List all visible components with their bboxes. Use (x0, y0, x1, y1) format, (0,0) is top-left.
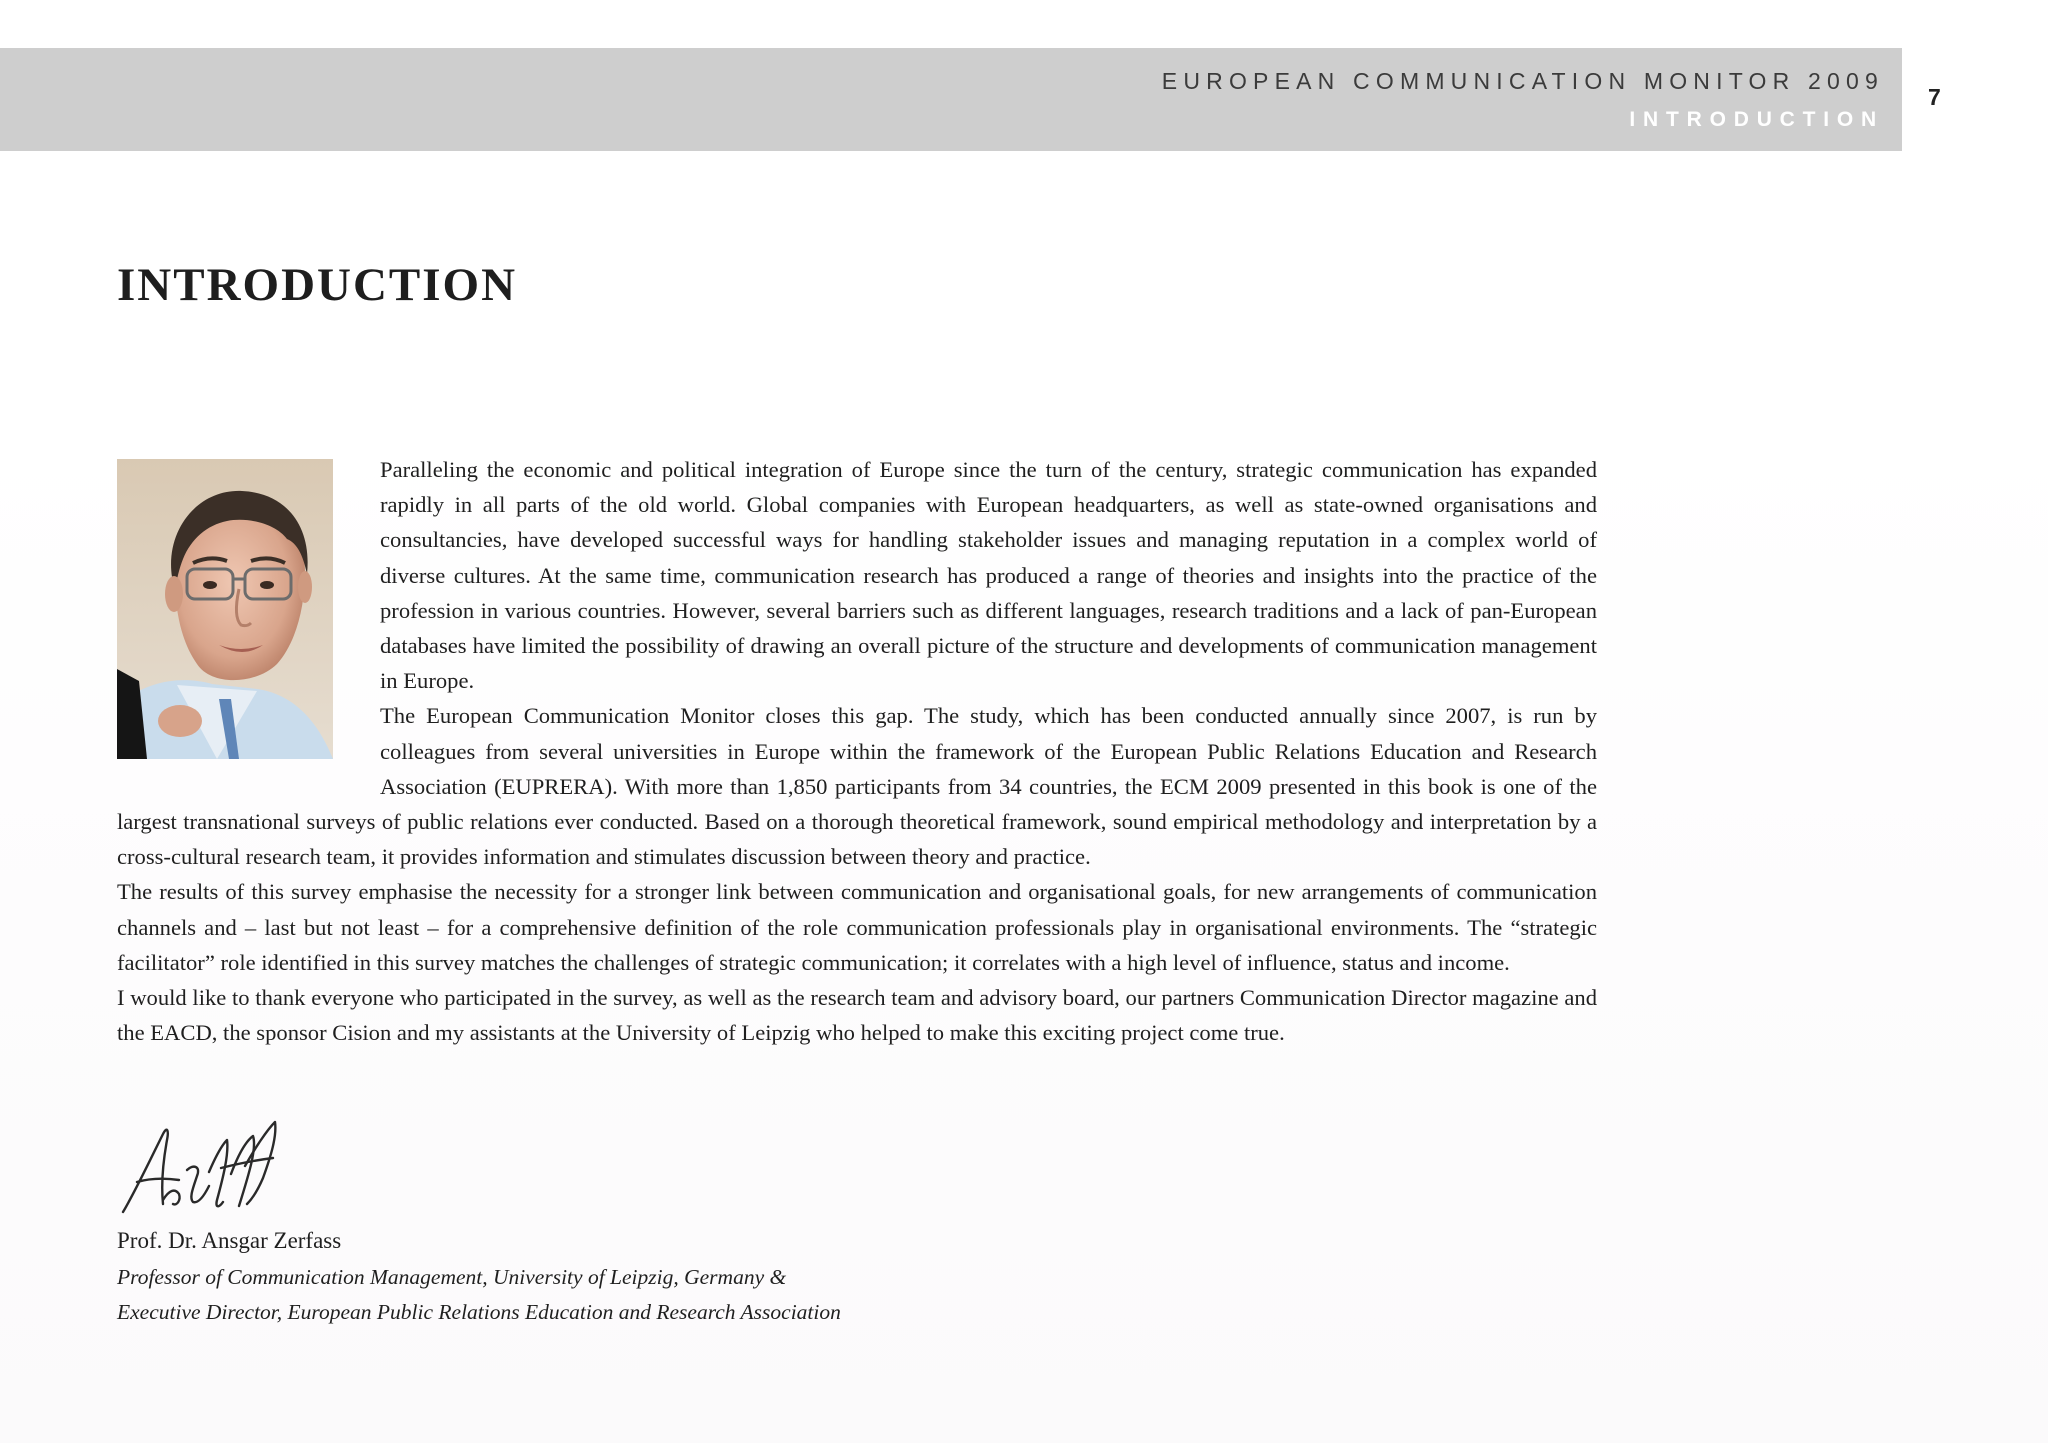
section-label: INTRODUCTION (1629, 108, 1884, 131)
page-title: INTRODUCTION (117, 259, 518, 311)
author-role-line-1: Professor of Communication Management, University of Leipzig, Germany & (117, 1265, 787, 1289)
introduction-body (117, 452, 1597, 1050)
paragraph: Paralleling the economic and political integration of Europe since the turn of the century, strategic communication has expanded rapidly in all parts of the old world. Global companies with European headquarters, as well as state-owned organisations and consultancies, have developed successful ways for handling stakeholder issues and managing reputation in a complex world of diverse cultures. At the same time, communication research has produced a range of theories and insights into the practice of the profession in various countries. However, several barriers such as different languages, research traditions and a lack of pan-European databases have limited the possibility of drawing an overall picture of the structure and developments of communication management in Europe. (380, 457, 1597, 694)
paragraph: I would like to thank everyone who participated in the survey, as well as the research team and advisory board, our partners Communication Director magazine and the EACD, the sponsor Cision and my assistants at the University of Leipzig who helped to make this exciting project come true. (117, 985, 1597, 1046)
paragraph: The European Communication Monitor closes this gap. The study, which has been conducted annually since 2007, is run by colleagues from several universities in Europe within the framework of the European Public Relations Education and Research Association (EUPRERA). With more than 1,850 participants from 34 countries, the ECM 2009 presented in this book is one of the largest transnational surveys of public relations ever conducted. Based on a thorough theoretical framework, sound empirical methodology and interpretation by a cross-cultural research team, it provides information and stimulates discussion between theory and practice. (117, 703, 1597, 870)
author-name: Prof. Dr. Ansgar Zerfass (117, 1228, 342, 1253)
author-signature (117, 1108, 287, 1220)
paragraph: The results of this survey emphasise the necessity for a stronger link between communication and organisational goals, for new arrangements of communication channels and – last but not least – for a comprehensive definition of the role communication professionals play in organisational environments. The “strategic facilitator” role identified in this survey matches the challenges of strategic communication; it correlates with a high level of influence, status and income. (117, 879, 1597, 975)
publication-title: EUROPEAN COMMUNICATION MONITOR 2009 (1161, 68, 1884, 94)
page-number: 7 (1928, 84, 1941, 110)
header-band (0, 48, 1902, 151)
portrait-wrap-spacer (117, 452, 380, 786)
author-role-line-2: Executive Director, European Public Relations Education and Research Association (117, 1300, 841, 1324)
